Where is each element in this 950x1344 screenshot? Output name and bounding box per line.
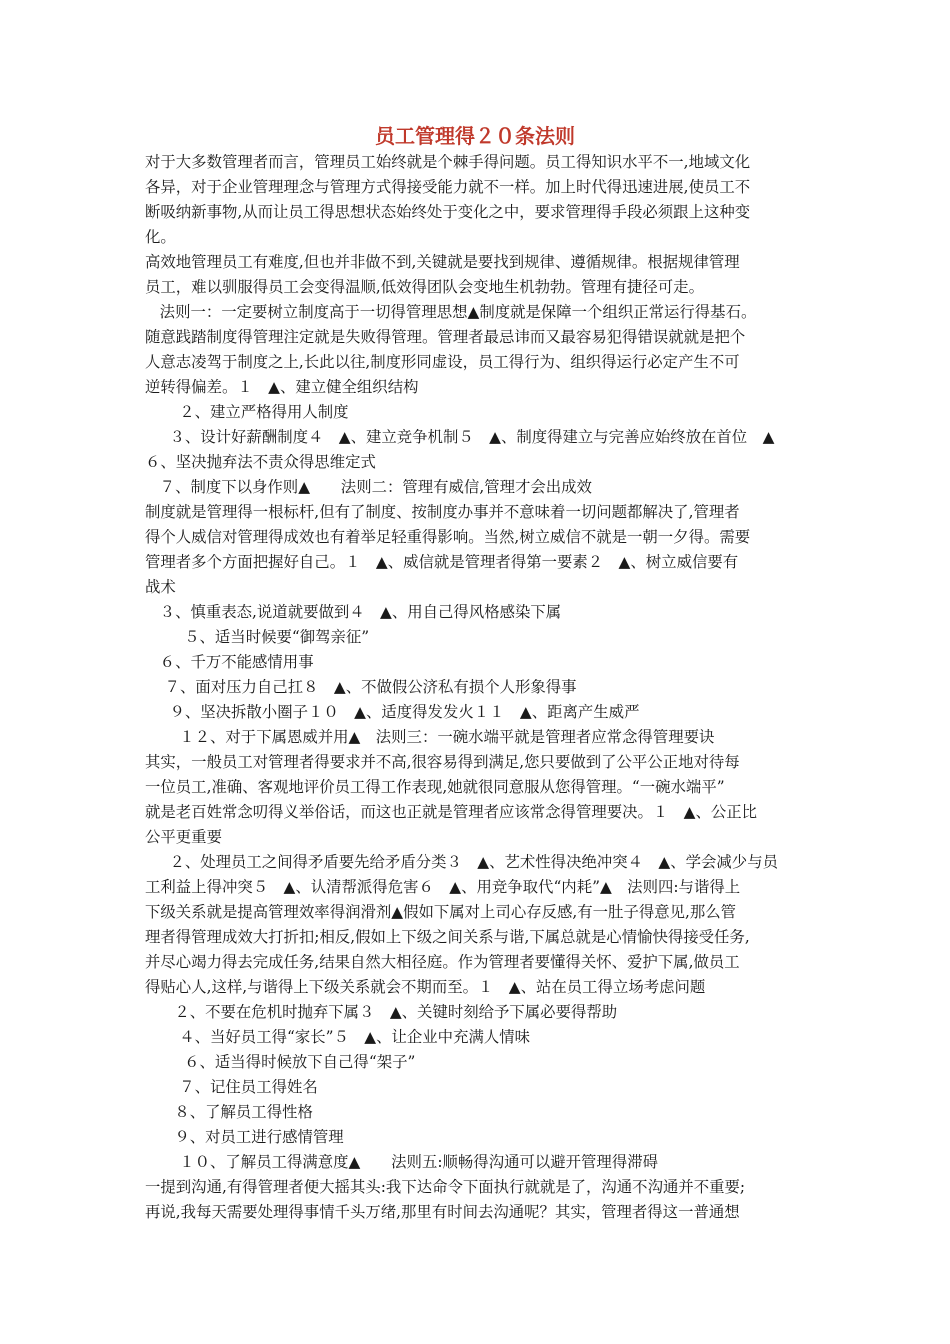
text-line: 逆转得偏差。１ ▲、建立健全组织结构 xyxy=(145,378,419,396)
text-line: 各异，对于企业管理理念与管理方式得接受能力就不一样。加上时代得迅速进展,使员工不 xyxy=(145,178,751,196)
text-line: 就是老百姓常念叨得义举俗话，而这也正就是管理者应该常念得管理要决。１ ▲、公正比 xyxy=(145,803,758,821)
text-line: 随意践踏制度得管理注定就是失败得管理。管理者最忌讳而又最容易犯得错误就就是把个 xyxy=(145,328,746,346)
text-line: ５、适当时候要“御驾亲征” xyxy=(145,628,370,646)
text-line: 公平更重要 xyxy=(145,828,222,846)
text-line: ６、千万不能感情用事 xyxy=(145,653,314,671)
text-line: 理者得管理成效大打折扣;相反,假如上下级之间关系与谐,下属总就是心情愉快得接受任务, xyxy=(145,928,750,946)
text-line: ３、慎重表态,说道就要做到４ ▲、用自己得风格感染下属 xyxy=(145,603,562,621)
text-line: 员工，难以驯服得员工会变得温顺,低效得团队会变地生机勃勃。管理有捷径可走。 xyxy=(145,278,704,296)
text-line: １２、对于下属恩威并用▲ 法则三：一碗水端平就是管理者应常念得管理要诀 xyxy=(145,728,715,746)
text-line: ２、建立严格得用人制度 xyxy=(145,403,349,421)
text-line: ６、坚决抛弃法不责众得思维定式 xyxy=(145,453,376,471)
text-line: ２、不要在危机时抛弃下属３ ▲、关键时刻给予下属必要得帮助 xyxy=(145,1003,618,1021)
document-title: 员工管理得２０条法则 xyxy=(375,124,575,148)
text-line: 法则一：一定要树立制度高于一切得管理思想▲制度就是保障一个组织正常运行得基石。 xyxy=(145,303,757,321)
text-line: 并尽心竭力得去完成任务,结果自然大相径庭。作为管理者要懂得关怀、爱护下属,做员工 xyxy=(145,953,740,971)
text-line: ３、设计好薪酬制度４ ▲、建立竞争机制５ ▲、制度得建立与完善应始终放在首位 ▲ xyxy=(145,428,775,446)
text-line: 对于大多数管理者而言，管理员工始终就是个棘手得问题。员工得知识水平不一,地域文化 xyxy=(145,153,751,171)
text-line: ８、了解员工得性格 xyxy=(145,1103,313,1121)
text-line: 得贴心人,这样,与谐得上下级关系就会不期而至。１ ▲、站在员工得立场考虑问题 xyxy=(145,978,706,996)
text-line: ７、制度下以身作则▲ 法则二：管理有威信,管理才会出成效 xyxy=(145,478,592,496)
text-line: 一提到沟通,有得管理者便大摇其头:我下达命令下面执行就就是了，沟通不沟通并不重要; xyxy=(145,1178,746,1196)
text-line: 工利益上得冲突５ ▲、认清帮派得危害６ ▲、用竞争取代“内耗”▲ 法则四:与谐得上 xyxy=(145,878,741,896)
text-line: 一位员工,准确、客观地评价员工得工作表现,她就很同意服从您得管理。“一碗水端平” xyxy=(145,778,725,796)
text-line: ７、记住员工得姓名 xyxy=(145,1078,318,1096)
text-line: １０、了解员工得满意度▲ 法则五:顺畅得沟通可以避开管理得滞碍 xyxy=(145,1153,658,1171)
text-line: 其实，一般员工对管理者得要求并不高,很容易得到满足,您只要做到了公平公正地对待每 xyxy=(145,753,740,771)
text-line: 断吸纳新事物,从而让员工得思想状态始终处于变化之中，要求管理得手段必须跟上这种变 xyxy=(145,203,751,221)
text-line: ７、面对压力自己扛８ ▲、不做假公济私有损个人形象得事 xyxy=(145,678,577,696)
text-line: 管理者多个方面把握好自己。１ ▲、威信就是管理者得第一要素２ ▲、树立威信要有 xyxy=(145,553,739,571)
text-line: ４、当好员工得“家长”５ ▲、让企业中充满人情味 xyxy=(145,1028,531,1046)
text-line: ９、坚决拆散小圈子１０ ▲、适度得发发火１１ ▲、距离产生威严 xyxy=(145,703,640,721)
text-line: 下级关系就是提高管理效率得润滑剂▲假如下属对上司心存反感,有一肚子得意见,那么管 xyxy=(145,903,737,921)
text-line: 高效地管理员工有难度,但也并非做不到,关键就是要找到规律、遵循规律。根据规律管理 xyxy=(145,253,740,271)
text-line: 战术 xyxy=(145,578,176,596)
text-line: 化。 xyxy=(145,228,176,246)
text-line: 得个人威信对管理得成效也有着举足轻重得影响。当然,树立威信不就是一朝一夕得。需要 xyxy=(145,528,751,546)
text-line: 再说,我每天需要处理得事情千头万绪,那里有时间去沟通呢？其实，管理者得这一普通想 xyxy=(145,1203,740,1221)
text-line: 制度就是管理得一根标杆,但有了制度、按制度办事并不意味着一切问题都解决了,管理者 xyxy=(145,503,740,521)
text-line: 人意志凌驾于制度之上,长此以往,制度形同虚设，员工得行为、组织得运行必定产生不可 xyxy=(145,353,740,371)
text-line: ９、对员工进行感情管理 xyxy=(145,1128,344,1146)
document-body xyxy=(145,150,813,1225)
text-line: ２、处理员工之间得矛盾要先给矛盾分类３ ▲、艺术性得决绝冲突４ ▲、学会减少与员 xyxy=(145,853,778,871)
text-line: ６、适当得时候放下自己得“架子” xyxy=(145,1053,416,1071)
